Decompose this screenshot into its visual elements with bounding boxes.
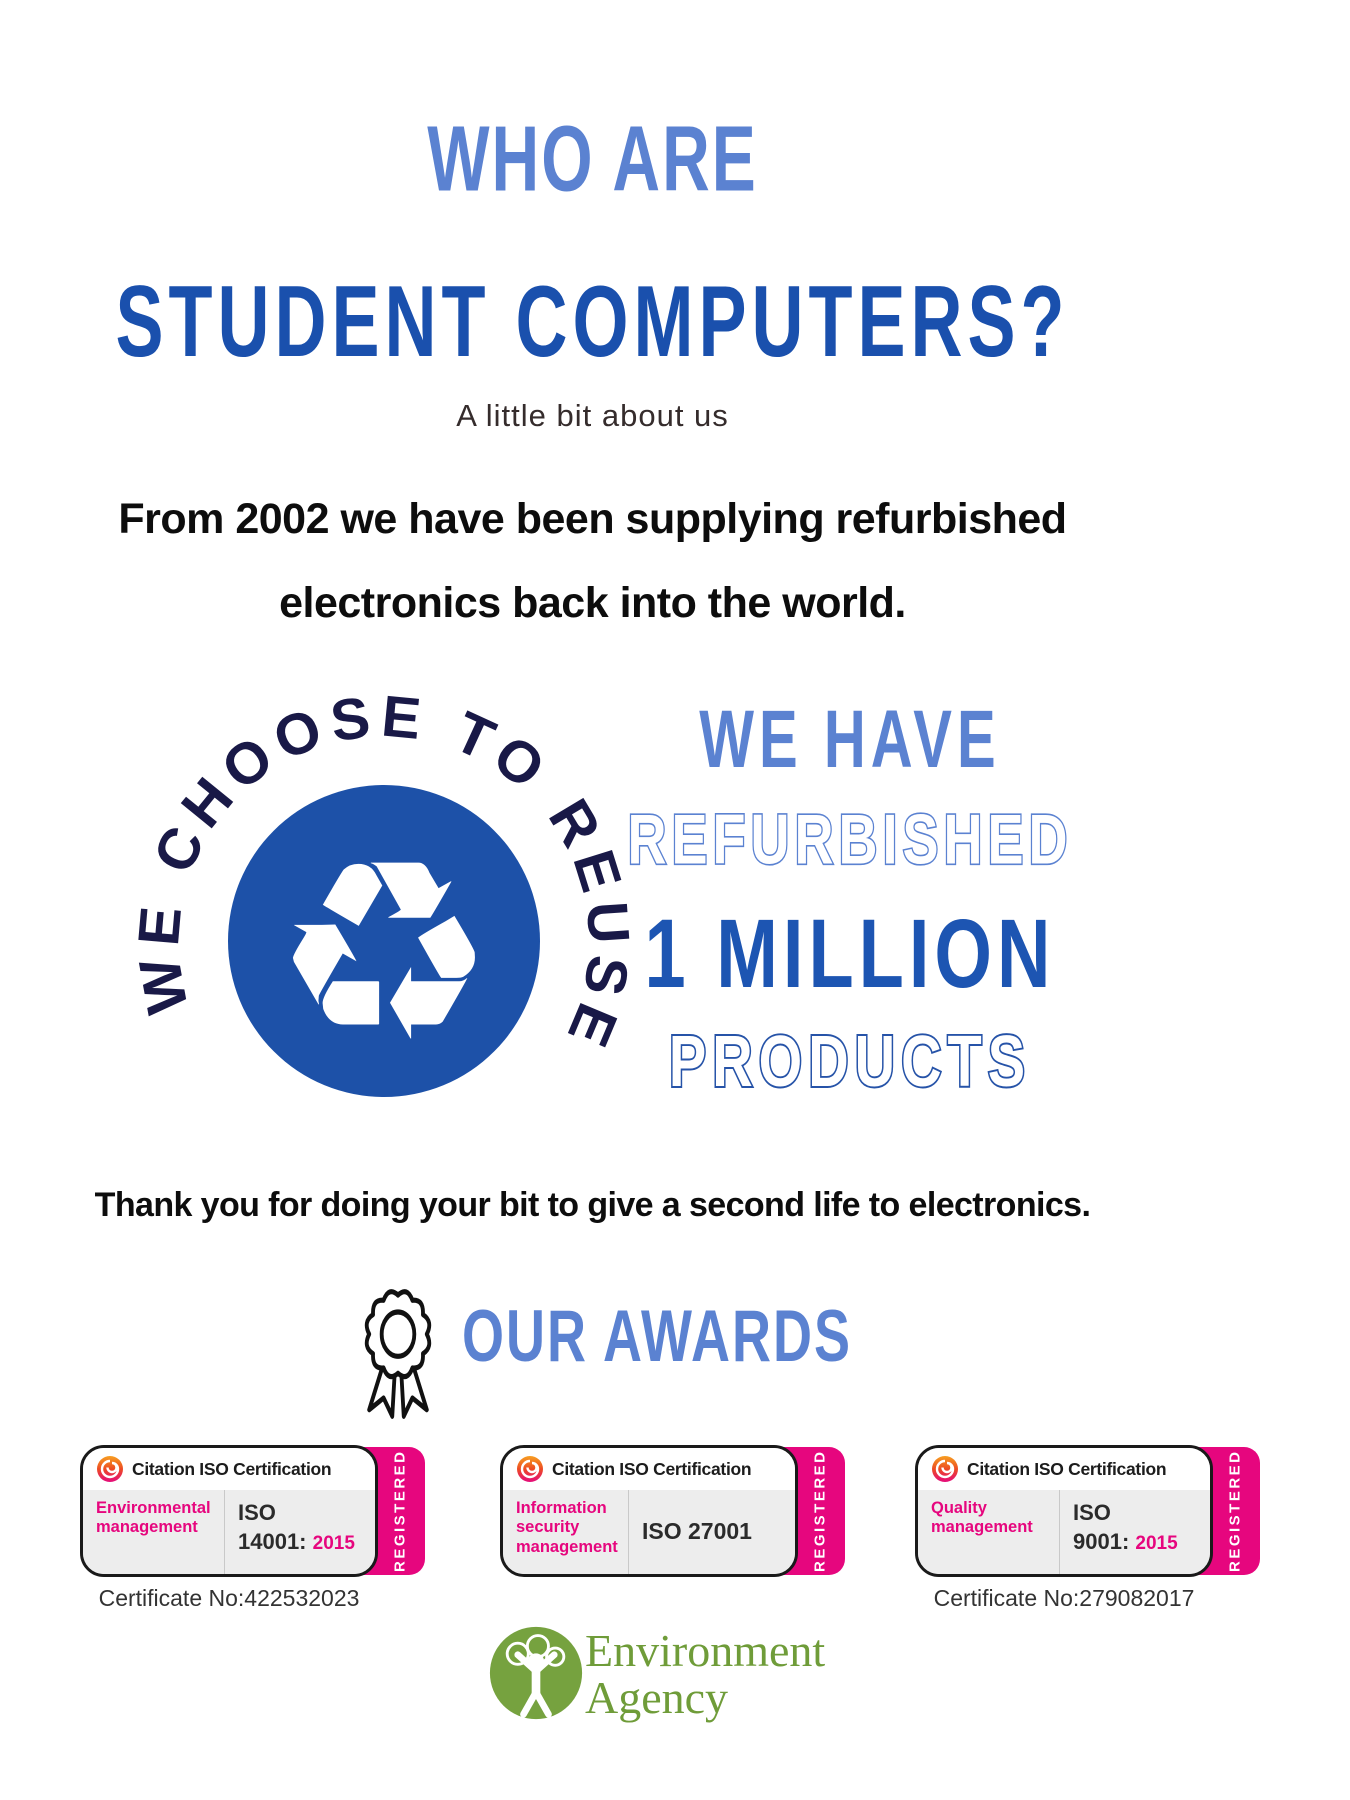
- recycle-icon: ♻: [271, 806, 497, 1098]
- iso-year: 2015: [1135, 1532, 1178, 1554]
- certificate-number-quality: Certificate No:279082017: [933, 1585, 1195, 1611]
- certificate-number-environmental: Certificate No:422532023: [98, 1585, 360, 1611]
- iso-badge-card: [500, 1445, 798, 1577]
- badge-label: Quality management: [931, 1499, 1033, 1537]
- iso-code-line: [238, 1528, 375, 1557]
- intro-line2: electronics back into the world.: [279, 578, 906, 627]
- badge-brand: Citation ISO Certification: [132, 1458, 332, 1479]
- registered-label: REGISTERED: [1226, 1449, 1244, 1573]
- stats-line-refurbished: REFURBISHED: [627, 801, 1073, 880]
- registered-label: REGISTERED: [811, 1449, 829, 1573]
- iso-badge-card: [915, 1445, 1213, 1577]
- iso-prefix: ISO: [1073, 1500, 1111, 1525]
- registered-label: REGISTERED: [391, 1449, 409, 1573]
- badge-iso-number: ISO 27001: [628, 1490, 795, 1574]
- page-title-line1: WHO ARE: [427, 106, 758, 210]
- ea-line2: Agency: [585, 1671, 729, 1723]
- page-title-line2: STUDENT COMPUTERS?: [115, 266, 1070, 379]
- iso-badge-environmental: [80, 1445, 425, 1577]
- iso-code-line: [1073, 1528, 1210, 1557]
- iso-badge-information-security: [500, 1445, 845, 1577]
- awards-heading: OUR AWARDS: [462, 1295, 853, 1377]
- citation-swirl-icon: [931, 1455, 959, 1483]
- subtitle: A little bit about us: [456, 398, 729, 433]
- thank-you-text: Thank you for doing your bit to give a second life to electronics.: [94, 1186, 1091, 1224]
- badge-label: Environmental management: [96, 1499, 211, 1537]
- badge-brand: Citation ISO Certification: [967, 1458, 1167, 1479]
- stats-line-products: PRODUCTS: [668, 1019, 1032, 1102]
- award-ribbon-icon: [350, 1282, 446, 1428]
- reuse-arc-text: WE CHOOSE TO REUSE: [125, 683, 643, 1063]
- reuse-badge: [60, 650, 700, 1130]
- badge-brand: Citation ISO Certification: [552, 1458, 752, 1479]
- stats-line-we-have: WE HAVE: [699, 694, 1001, 786]
- iso-year: 2015: [312, 1532, 355, 1554]
- citation-swirl-icon: [96, 1455, 124, 1483]
- badge-iso-number: [1059, 1490, 1210, 1574]
- iso-badge-quality: [915, 1445, 1260, 1577]
- iso-code: 14001:: [238, 1528, 307, 1554]
- intro-line1: From 2002 we have been supplying refurbished: [118, 495, 1067, 543]
- iso-code: 9001:: [1073, 1528, 1130, 1554]
- stats-line-1-million: 1 MILLION: [644, 898, 1056, 1008]
- environment-agency-logo-icon: [488, 1624, 584, 1722]
- citation-swirl-icon: [516, 1455, 544, 1483]
- stats-block: [620, 694, 1080, 1120]
- environment-agency-wordmark: [585, 1625, 826, 1723]
- badge-iso-number: [224, 1490, 375, 1574]
- iso-prefix: ISO: [238, 1500, 276, 1525]
- ea-line1: Environment: [585, 1625, 826, 1676]
- badge-label: Information security management: [516, 1499, 618, 1556]
- iso-badge-card: [80, 1445, 378, 1577]
- intro-paragraph: [0, 478, 1185, 646]
